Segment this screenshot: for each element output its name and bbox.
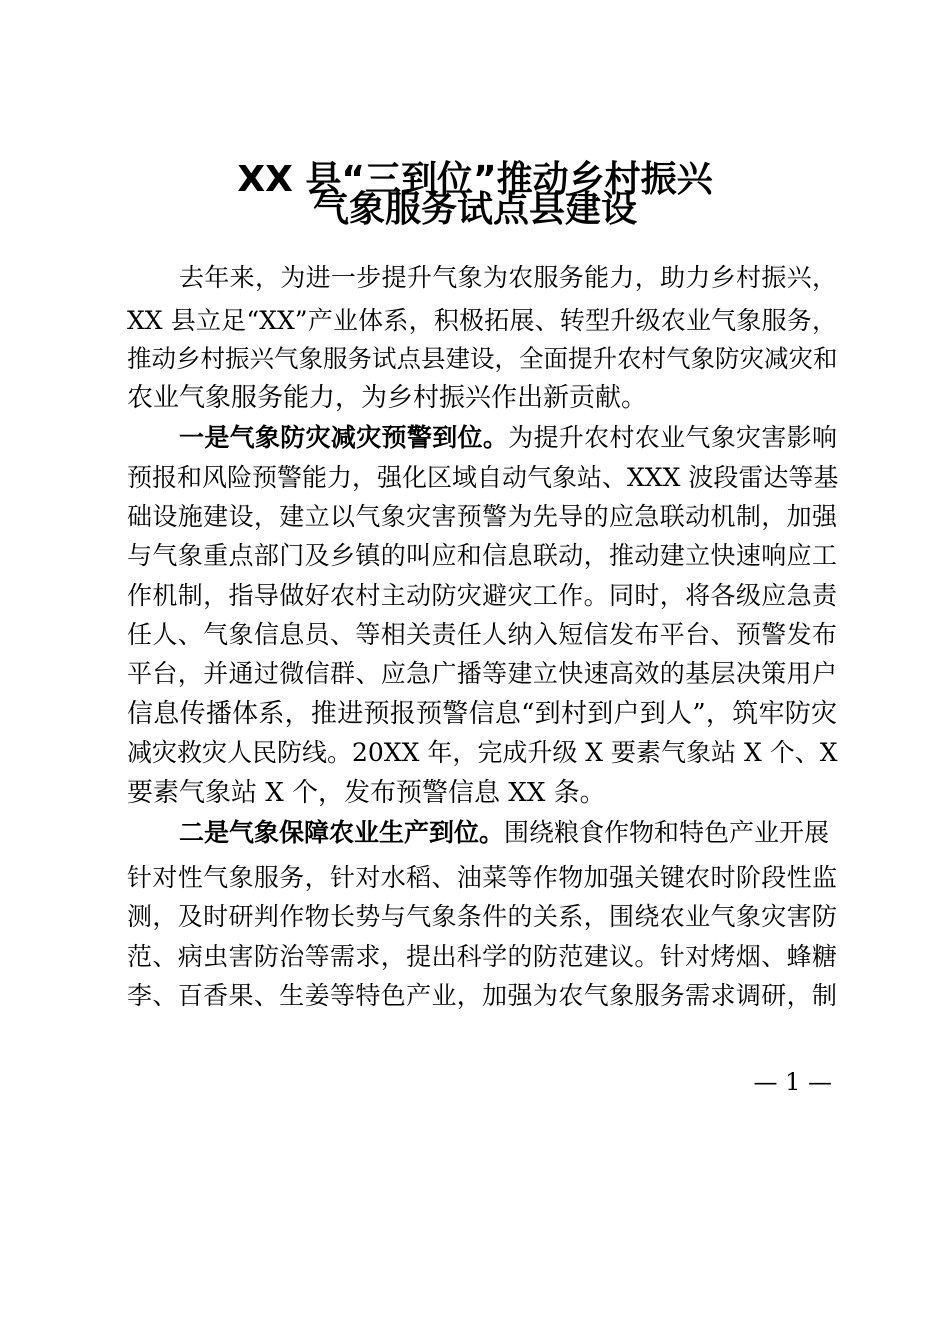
section1-line: 平台，并通过微信群、应急广播等建立快速高效的基层决策用户 [127, 659, 837, 688]
section1-lead: 一是气象防灾减灾预警到位。 [179, 423, 509, 452]
section2-line: 李、百香果、生姜等特色产业，加强为农气象服务需求调研，制 [127, 981, 837, 1010]
section1-line: 作机制，指导做好农村主动防灾避灾工作。同时，将各级应急责 [127, 581, 837, 610]
section1-line: 任人、气象信息员、等相关责任人纳入短信发布平台、预警发布 [127, 620, 837, 649]
section2-first-line [179, 813, 837, 853]
intro-line-4: 农业气象服务能力，为乡村振兴作出新贡献。 [127, 383, 648, 413]
section2-line: 针对性气象服务，针对水稻、油菜等作物加强关键农时阶段性监 [127, 863, 837, 892]
section1-line: 预报和风险预警能力，强化区域自动气象站、XXX 波段雷达等基 [127, 463, 839, 492]
section2-line: 范、病虫害防治等需求，提出科学的防范建议。针对烤烟、蜂糖 [127, 942, 837, 971]
section2-lead: 二是气象保障农业生产到位。 [179, 818, 505, 847]
page-number: — 1 — [753, 1068, 832, 1096]
section2-line: 测，及时研判作物长势与气象条件的关系，围绕农业气象灾害防 [127, 902, 837, 931]
document-title-line-1: XX 县“三到位”推动乡村振兴 [237, 159, 713, 200]
document-title-line-2: 气象服务试点县建设 [312, 189, 637, 230]
section1-line: 础设施建设，建立以气象灾害预警为先导的应急联动机制，加强 [127, 502, 837, 531]
section1-line: 与气象重点部门及乡镇的叫应和信息联动，推动建立快速响应工 [127, 541, 837, 570]
intro-line-1: 去年来，为进一步提升气象为农服务能力，助力乡村振兴， [179, 263, 837, 292]
section1-line: 减灾救灾人民防线。20XX 年，完成升级 X 要素气象站 X 个、X [127, 738, 838, 767]
intro-line-3: 推动乡村振兴气象服务试点县建设，全面提升农村气象防灾减灾和 [127, 344, 838, 373]
section1-line: 信息传播体系，推进预报预警信息“到村到户到人”，筑牢防灾 [127, 699, 837, 729]
section1-line: 要素气象站 X 个，发布预警信息 XX 条。 [127, 778, 606, 808]
section1-first-line [179, 418, 837, 458]
section2-first-line-text: 围绕粮食作物和特色产业开展 [504, 818, 830, 847]
intro-line-2: XX 县立足“XX”产业体系，积极拓展、转型升级农业气象服务， [127, 306, 837, 335]
section1-first-line-text: 为提升农村农业气象灾害影响 [508, 423, 837, 452]
